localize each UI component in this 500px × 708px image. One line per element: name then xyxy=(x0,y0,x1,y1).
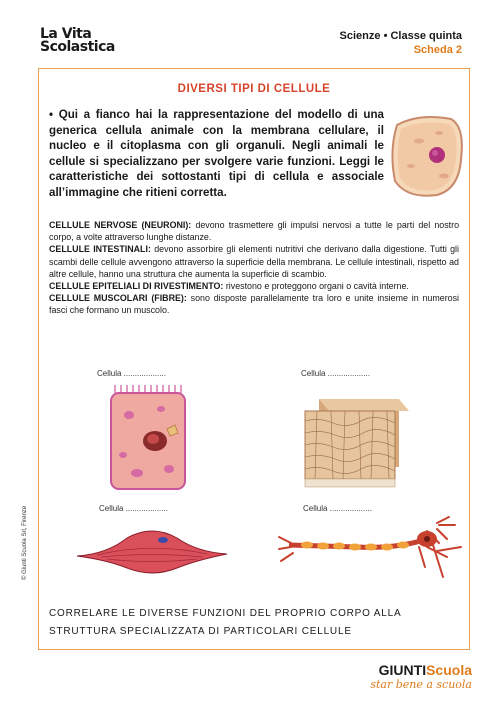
cell-label-3: Cellula ................... xyxy=(99,504,168,513)
cell-label-2: Cellula ................... xyxy=(301,369,370,378)
header-info xyxy=(340,29,462,57)
definitions-list xyxy=(49,219,459,317)
definition-muscle xyxy=(49,292,459,316)
definition-text: devono trasmettere gli impulsi nervosi a tutte le parti del nostro corpo, a volte attraverso lunghe distanze. xyxy=(49,220,459,243)
definition-neurons xyxy=(49,219,459,243)
definition-text: rivestono e proteggono organi o cavità interne. xyxy=(223,281,409,292)
sheet-label: Scheda 2 xyxy=(413,44,462,56)
worksheet-frame xyxy=(38,68,470,650)
brand-name-part2: Scuola xyxy=(426,662,472,678)
definition-term: CELLULE MUSCOLARI (FIBRE): xyxy=(49,293,187,304)
publisher-logo xyxy=(370,662,472,678)
intestinal-cell-illustration xyxy=(109,385,189,491)
definition-term: CELLULE EPITELIALI DI RIVESTIMENTO: xyxy=(49,281,224,292)
definition-epithelial xyxy=(49,280,459,292)
logo xyxy=(40,28,115,54)
copyright-vertical: © Giunti Scuola Srl, Firenze xyxy=(22,505,28,580)
logo-line-1: La Vita xyxy=(40,26,92,42)
definition-text: sono disposte parallelamente tra loro e unite insieme in numerosi fasci che formano un muscolo. xyxy=(49,293,459,316)
subject-label: Scienze • Classe quinta xyxy=(339,30,462,42)
logo-line-2: Scolastica xyxy=(40,39,115,55)
cell-label-1: Cellula ................... xyxy=(97,369,166,378)
learning-objective: CORRELARE LE DIVERSE FUNZIONI DEL PROPRIO CORPO ALLA STRUTTURA SPECIALIZZATA DI PARTICOLARI CELLULE xyxy=(49,608,401,637)
definition-term: CELLULE NERVOSE (NEURONI): xyxy=(49,220,192,230)
brand-name-part1: GIUNTI xyxy=(378,662,427,678)
animal-cell-illustration xyxy=(389,111,467,199)
cell-label-4: Cellula ................... xyxy=(303,504,372,513)
worksheet-title: DIVERSI TIPI DI CELLULE xyxy=(177,83,331,95)
neuron-illustration xyxy=(277,517,467,589)
definition-text: devono assorbire gli elementi nutritivi che derivano dalla digestione. Tutti gli scambi delle cellule avvengono attraverso la superficie della membrana. Le cellule intestinali, rispetto ad altre cellule, hanno una struttura che aumenta la superficie di scambio. xyxy=(49,244,459,279)
epithelial-tissue-illustration xyxy=(299,387,409,492)
muscle-fiber-illustration xyxy=(77,524,227,576)
definition-term: CELLULE INTESTINALI: xyxy=(49,244,151,255)
intro-paragraph: • Qui a fianco hai la rappresentazione del modello di una generica cellula animale con la membrana cellulare, il nucleo e il citoplasma con gli organuli. Negli animali le cellule si specializzano per svolgere varie funzioni. Leggi le caratteristiche dei sottostanti tipi di cellula e associale all’immagine che ritieni corretta. xyxy=(49,108,384,199)
publisher-tagline: star bene a scuola xyxy=(370,678,472,691)
publisher-brand xyxy=(370,662,472,691)
definition-intestinal xyxy=(49,243,459,280)
